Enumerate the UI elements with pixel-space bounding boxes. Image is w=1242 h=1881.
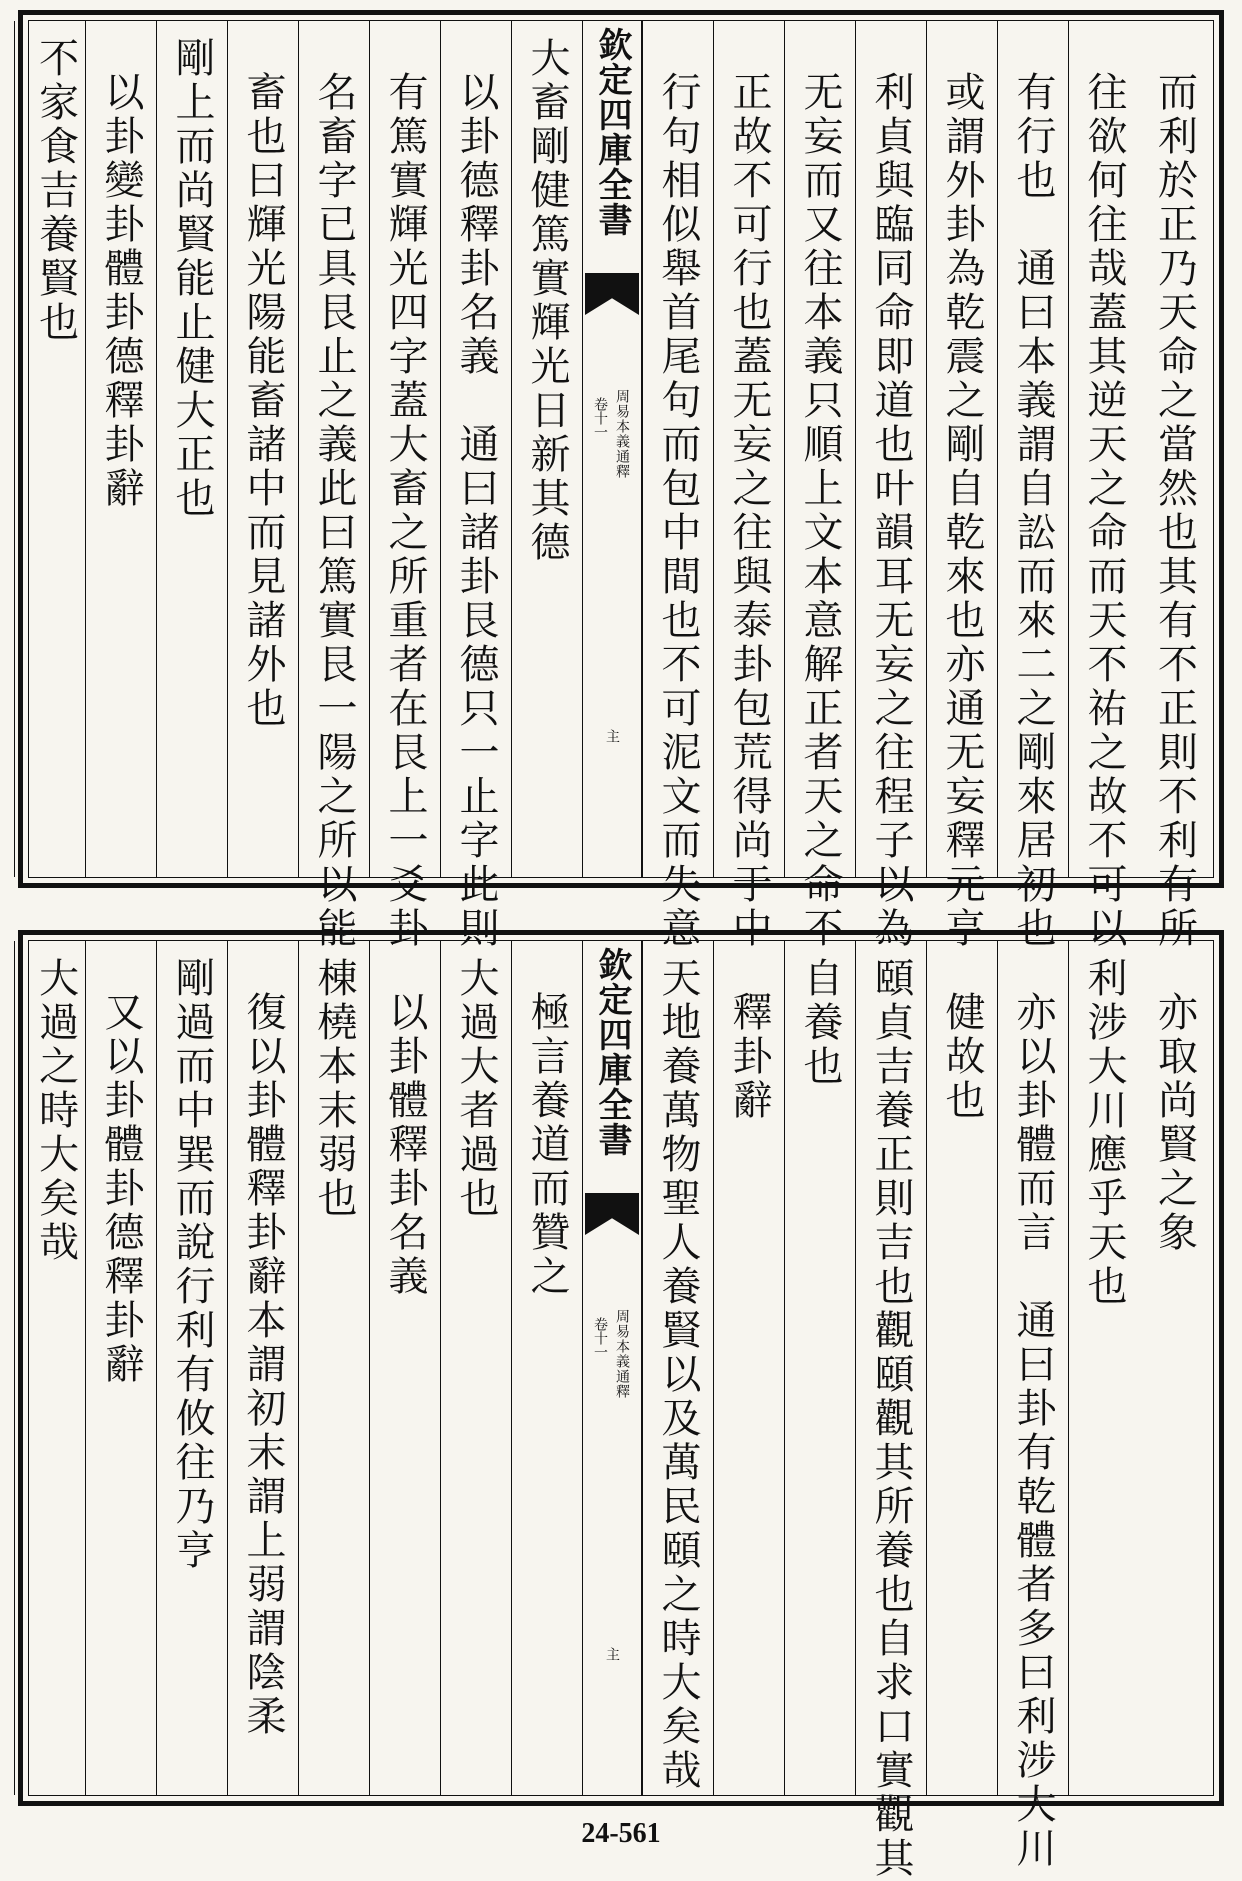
- text-column: [713, 941, 784, 1795]
- text-line: 自養也: [797, 957, 843, 1089]
- fold-leaf-number: 主: [604, 1647, 620, 1661]
- text-line: 大畜剛健篤實輝光日新其德: [524, 37, 570, 565]
- text-column: [511, 941, 582, 1795]
- text-column: [14, 941, 85, 1795]
- text-line: 又以卦體卦德釋卦辭: [98, 991, 144, 1387]
- text-column: [855, 941, 926, 1881]
- fishtail-mark: [585, 1193, 639, 1235]
- text-column: [784, 21, 855, 951]
- text-line: 棟橈本末弱也: [311, 957, 357, 1221]
- text-line: 以卦德釋卦名義 通曰諸卦艮德只一止字此則: [453, 71, 499, 951]
- text-line: 不家食吉養賢也: [32, 37, 79, 345]
- text-column: [926, 941, 997, 1795]
- page-number: 24-561: [581, 1818, 661, 1849]
- text-line: 釋卦辭: [726, 991, 772, 1123]
- text-column: [511, 21, 582, 877]
- text-column: [855, 21, 926, 951]
- text-line: 亦取尚賢之象: [1151, 991, 1198, 1255]
- fold-volume: 卷十一: [592, 397, 608, 439]
- text-line: 以卦體釋卦名義: [382, 991, 428, 1299]
- text-column: [14, 21, 85, 877]
- text-line: 剛上而尚賢能止健大正也: [169, 37, 215, 521]
- text-line: 極言養道而贊之: [524, 991, 570, 1299]
- text-line: 或謂外卦為乾震之剛自乾來也亦通无妄釋元亨: [939, 71, 985, 951]
- upper-page: [18, 10, 1224, 951]
- text-column: [1139, 941, 1210, 1795]
- text-column: [369, 941, 440, 1795]
- text-line: 頤貞吉養正則吉也觀頤觀其所養也自求口實觀其: [868, 957, 914, 1881]
- fold-volume: 卷十一: [592, 1317, 608, 1359]
- text-column: [156, 21, 227, 877]
- text-line: 无妄而又往本義只順上文本意解正者天之命不: [797, 71, 843, 951]
- text-column: [642, 21, 713, 951]
- center-fold: [582, 21, 642, 877]
- text-line: 剛過而中巽而說行利有攸往乃亨: [169, 957, 215, 1573]
- text-column: [85, 941, 156, 1795]
- fold-title: 欽定四庫全書: [592, 947, 632, 1157]
- text-column: [642, 941, 713, 1795]
- fold-title: 欽定四庫全書: [592, 27, 632, 237]
- text-line: 往欲何往哉蓋其逆天之命而天不祐之故不可以: [1081, 71, 1127, 951]
- text-column: [369, 21, 440, 951]
- text-line: 利貞與臨同命即道也叶韻耳无妄之往程子以為: [868, 71, 914, 951]
- text-column: [440, 21, 511, 951]
- text-line: 大過之時大矣哉: [32, 957, 79, 1265]
- text-line: 大過大者過也: [453, 957, 499, 1221]
- text-column: [1068, 21, 1139, 951]
- upper-page-inner-frame: [28, 20, 1214, 951]
- text-column: [440, 941, 511, 1795]
- text-line: 而利於正乃天命之當然也其有不正則不利有所: [1151, 71, 1198, 951]
- text-column: [997, 941, 1068, 1871]
- text-line: 健故也: [939, 991, 985, 1123]
- fold-book-title: 周易本義通釋: [614, 389, 630, 479]
- text-column: [713, 21, 784, 951]
- fold-book-title: 周易本義通釋: [614, 1309, 630, 1399]
- text-line: 有行也 通曰本義謂自訟而來二之剛來居初也: [1010, 71, 1056, 951]
- text-column: [1139, 21, 1210, 951]
- text-column: [298, 941, 369, 1795]
- text-line: 復以卦體釋卦辭本謂初末謂上弱謂陰柔: [240, 991, 286, 1739]
- text-line: 有篤實輝光四字蓋大畜之所重者在艮上一爻卦: [382, 71, 428, 951]
- text-line: 正故不可行也蓋无妄之往與泰卦包荒得尚于中: [726, 71, 772, 951]
- text-column: [227, 21, 298, 877]
- text-column: [227, 941, 298, 1795]
- text-line: 利涉大川應乎天也: [1081, 957, 1127, 1309]
- text-column: [1068, 941, 1139, 1795]
- fold-leaf-number: 主: [604, 729, 620, 743]
- text-column: [156, 941, 227, 1795]
- text-column: [926, 21, 997, 951]
- text-line: 名畜字已具艮止之義此曰篤實艮一陽之所以能: [311, 71, 357, 951]
- text-column: [85, 21, 156, 877]
- text-column: [298, 21, 369, 951]
- text-line: 行句相似舉首尾句而包中間也不可泥文而失意: [655, 71, 701, 951]
- text-line: 天地養萬物聖人養賢以及萬民頤之時大矣哉: [655, 957, 701, 1793]
- text-line: 畜也曰輝光陽能畜諸中而見諸外也: [240, 71, 286, 731]
- text-column: [997, 21, 1068, 951]
- text-line: 亦以卦體而言 通曰卦有乾體者多曰利涉大川: [1010, 991, 1056, 1871]
- text-line: 以卦變卦體卦德釋卦辭: [98, 71, 144, 511]
- fishtail-mark: [585, 273, 639, 315]
- text-column: [784, 941, 855, 1795]
- center-fold: [582, 941, 642, 1795]
